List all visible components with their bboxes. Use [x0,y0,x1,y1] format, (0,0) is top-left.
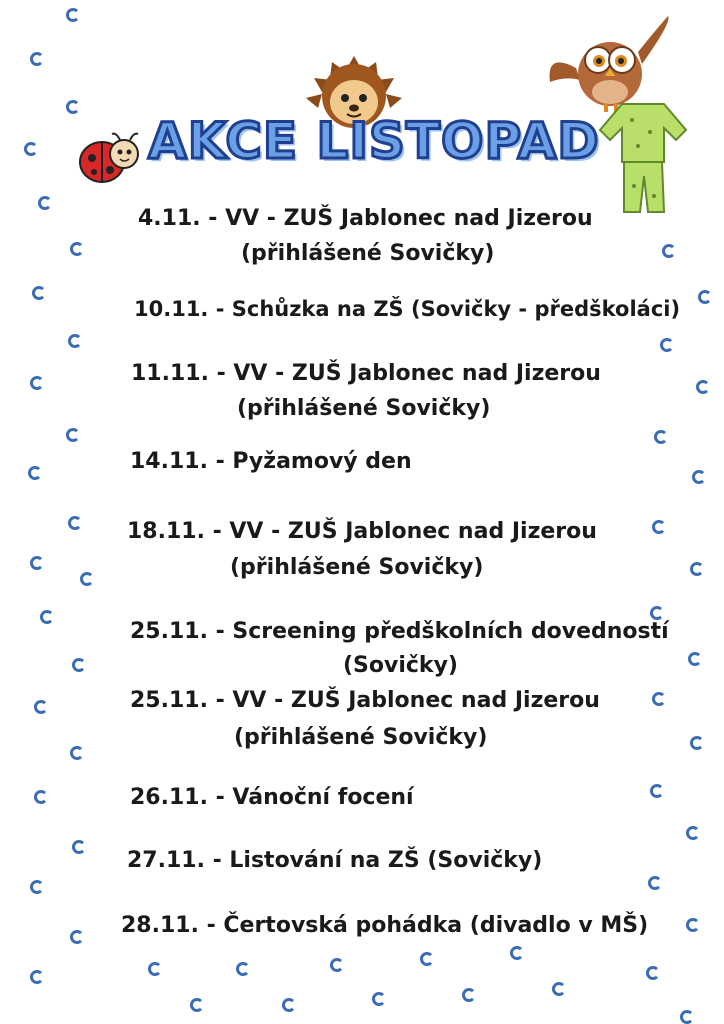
ladybug-icon [72,128,152,188]
event-1-line1: 4.11. - VV - ZUŠ Jablonec nad Jizerou [138,206,593,231]
event-3-line1: 11.11. - VV - ZUŠ Jablonec nad Jizerou [131,361,601,386]
horseshoe-icon [690,736,704,750]
horseshoe-icon [698,290,712,304]
horseshoe-icon [420,952,434,966]
horseshoe-icon [680,1010,694,1024]
horseshoe-icon [190,998,204,1012]
horseshoe-icon [282,998,296,1012]
event-3-line2: (přihlášené Sovičky) [237,396,491,421]
horseshoe-icon [648,876,662,890]
event-7-line1: 25.11. - VV - ZUŠ Jablonec nad Jizerou [130,688,600,713]
horseshoe-icon [236,962,250,976]
event-8-line1: 26.11. - Vánoční focení [130,785,414,810]
horseshoe-icon [686,826,700,840]
event-9-line1: 27.11. - Listování na ZŠ (Sovičky) [127,848,543,873]
horseshoe-icon [28,466,42,480]
horseshoe-icon [688,652,702,666]
horseshoe-icon [650,784,664,798]
event-7-line2: (přihlášené Sovičky) [234,725,488,750]
horseshoe-icon [66,100,80,114]
horseshoe-icon [690,562,704,576]
horseshoe-icon [652,692,666,706]
horseshoe-icon [32,286,46,300]
horseshoe-icon [148,962,162,976]
horseshoe-icon [66,428,80,442]
horseshoe-icon [70,746,84,760]
horseshoe-icon [662,244,676,258]
horseshoe-icon [34,790,48,804]
horseshoe-icon [70,930,84,944]
event-4-line1: 14.11. - Pyžamový den [130,449,412,474]
horseshoe-icon [30,970,44,984]
horseshoe-icon [660,338,674,352]
horseshoe-icon [72,658,86,672]
horseshoe-icon [330,958,344,972]
horseshoe-icon [372,992,386,1006]
horseshoe-icon [692,470,706,484]
event-5-line1: 18.11. - VV - ZUŠ Jablonec nad Jizerou [127,519,597,544]
horseshoe-icon [650,606,664,620]
page-title: AKCE LISTOPAD [148,112,600,170]
horseshoe-icon [70,242,84,256]
horseshoe-icon [68,516,82,530]
event-10-line1: 28.11. - Čertovská pohádka (divadlo v MŠ) [121,913,649,938]
event-1-line2: (přihlášené Sovičky) [241,241,495,266]
event-6-line1: 25.11. - Screening předškolních dovedností [130,619,669,644]
event-2-line1: 10.11. - Schůzka na ZŠ (Sovičky - předškoláci) [134,297,681,321]
horseshoe-icon [652,520,666,534]
horseshoe-icon [68,334,82,348]
event-6-line2: (Sovičky) [343,653,458,678]
horseshoe-icon [24,142,38,156]
horseshoe-icon [462,988,476,1002]
horseshoe-icon [30,556,44,570]
horseshoe-icon [80,572,94,586]
event-5-line2: (přihlášené Sovičky) [230,555,484,580]
owl-icon [546,12,676,112]
horseshoe-icon [552,982,566,996]
pajamas-icon [598,100,688,220]
horseshoe-icon [30,880,44,894]
horseshoe-icon [686,918,700,932]
horseshoe-icon [38,196,52,210]
horseshoe-icon [654,430,668,444]
horseshoe-icon [30,376,44,390]
horseshoe-icon [66,8,80,22]
horseshoe-icon [696,380,710,394]
horseshoe-icon [646,966,660,980]
horseshoe-icon [40,610,54,624]
horseshoe-icon [510,946,524,960]
horseshoe-icon [34,700,48,714]
horseshoe-icon [30,52,44,66]
horseshoe-icon [72,840,86,854]
